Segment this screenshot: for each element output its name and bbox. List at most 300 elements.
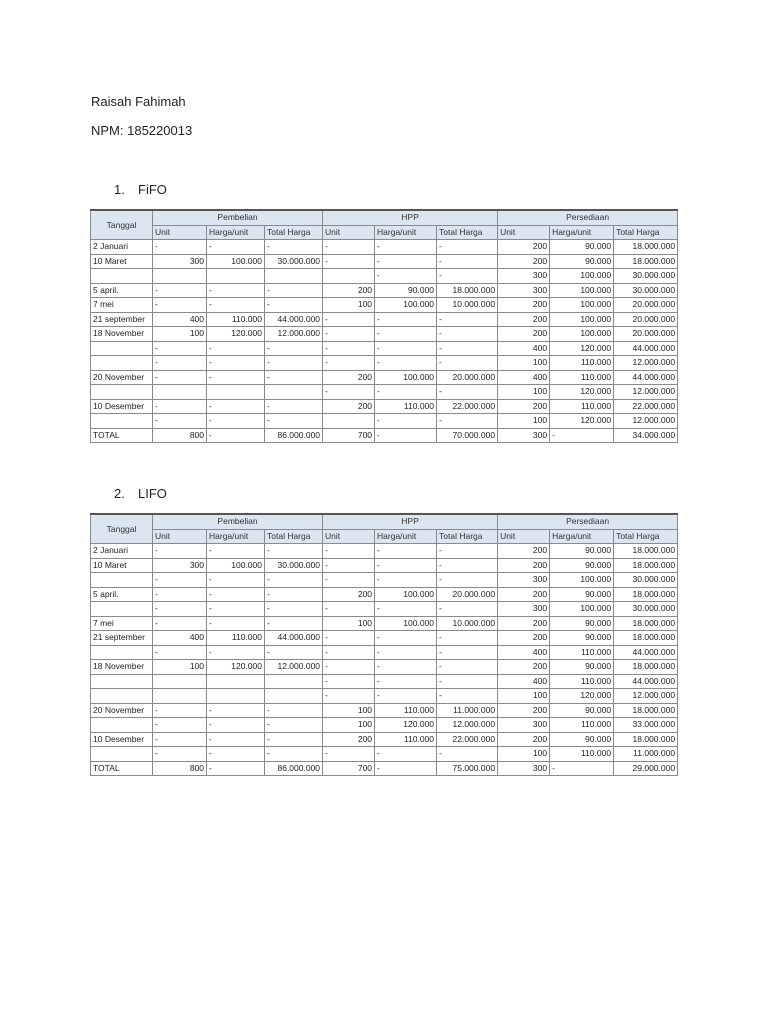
value-cell — [207, 269, 265, 284]
header-sub: Harga/unit — [207, 529, 265, 544]
value-cell: - — [265, 573, 323, 588]
value-cell: 30.000.000 — [265, 558, 323, 573]
value-cell: 110.000 — [550, 399, 614, 414]
value-cell: 100 — [153, 660, 207, 675]
value-cell: - — [207, 616, 265, 631]
table-row — [91, 703, 678, 718]
value-cell: - — [437, 385, 498, 400]
value-cell: 90.000 — [550, 660, 614, 675]
table-row — [91, 616, 678, 631]
date-cell — [91, 602, 153, 617]
value-cell: - — [437, 573, 498, 588]
table-row — [91, 327, 678, 342]
value-cell: 800 — [153, 428, 207, 443]
value-cell: - — [323, 747, 375, 762]
date-cell — [91, 689, 153, 704]
value-cell: 70.000.000 — [437, 428, 498, 443]
value-cell — [265, 674, 323, 689]
value-cell — [153, 269, 207, 284]
value-cell: 200 — [498, 327, 550, 342]
value-cell: 90.000 — [550, 558, 614, 573]
value-cell: 90.000 — [375, 283, 437, 298]
date-cell — [91, 718, 153, 733]
value-cell: - — [265, 283, 323, 298]
table-row — [91, 356, 678, 371]
value-cell: 100 — [323, 616, 375, 631]
section-title: LIFO — [138, 486, 167, 501]
value-cell: - — [437, 240, 498, 255]
value-cell: - — [323, 240, 375, 255]
value-cell: - — [153, 747, 207, 762]
value-cell: 110.000 — [375, 732, 437, 747]
value-cell: - — [153, 703, 207, 718]
value-cell: 300 — [498, 718, 550, 733]
value-cell: 100.000 — [375, 370, 437, 385]
header-sub: Harga/unit — [207, 225, 265, 240]
value-cell: - — [153, 370, 207, 385]
table-row — [91, 573, 678, 588]
value-cell: - — [265, 341, 323, 356]
value-cell: - — [153, 356, 207, 371]
value-cell: 100.000 — [550, 573, 614, 588]
value-cell: 33.000.000 — [614, 718, 678, 733]
value-cell: 300 — [153, 558, 207, 573]
value-cell: 30.000.000 — [614, 283, 678, 298]
date-cell — [91, 341, 153, 356]
table-row — [91, 732, 678, 747]
value-cell: 400 — [498, 674, 550, 689]
table-row — [91, 312, 678, 327]
value-cell: - — [375, 674, 437, 689]
table-row — [91, 761, 678, 776]
value-cell: 44.000.000 — [614, 674, 678, 689]
value-cell: 120.000 — [207, 327, 265, 342]
value-cell: 100.000 — [550, 312, 614, 327]
table-row — [91, 747, 678, 762]
value-cell: 44.000.000 — [265, 312, 323, 327]
date-cell: 20 November — [91, 370, 153, 385]
value-cell: 200 — [498, 399, 550, 414]
header-group: Persediaan — [498, 210, 678, 225]
value-cell: - — [153, 645, 207, 660]
value-cell: 110.000 — [550, 645, 614, 660]
date-cell — [91, 385, 153, 400]
value-cell: - — [265, 616, 323, 631]
value-cell: - — [207, 718, 265, 733]
value-cell: - — [375, 356, 437, 371]
value-cell: 110.000 — [207, 312, 265, 327]
value-cell: 90.000 — [550, 631, 614, 646]
header-sub: Unit — [498, 225, 550, 240]
date-cell — [91, 269, 153, 284]
value-cell: 44.000.000 — [265, 631, 323, 646]
value-cell: - — [437, 631, 498, 646]
date-cell: TOTAL — [91, 761, 153, 776]
value-cell: - — [375, 327, 437, 342]
value-cell: 100.000 — [550, 602, 614, 617]
value-cell: - — [437, 341, 498, 356]
value-cell: 200 — [498, 544, 550, 559]
value-cell: - — [207, 747, 265, 762]
value-cell: - — [153, 573, 207, 588]
value-cell: - — [207, 587, 265, 602]
value-cell: 90.000 — [550, 544, 614, 559]
value-cell — [207, 689, 265, 704]
table-row — [91, 631, 678, 646]
value-cell: - — [153, 283, 207, 298]
date-cell — [91, 645, 153, 660]
value-cell: 100.000 — [207, 254, 265, 269]
value-cell: - — [323, 660, 375, 675]
value-cell: 100.000 — [375, 616, 437, 631]
value-cell: 300 — [498, 428, 550, 443]
value-cell: 200 — [323, 399, 375, 414]
value-cell: - — [265, 370, 323, 385]
table-row — [91, 587, 678, 602]
value-cell: 86.000.000 — [265, 761, 323, 776]
section-title: FiFO — [138, 182, 167, 197]
value-cell: - — [153, 298, 207, 313]
section-heading-fifo — [114, 182, 167, 197]
value-cell: - — [153, 399, 207, 414]
value-cell: 18.000.000 — [614, 544, 678, 559]
value-cell: - — [153, 718, 207, 733]
value-cell: - — [207, 298, 265, 313]
value-cell: 18.000.000 — [614, 660, 678, 675]
table-row — [91, 283, 678, 298]
date-cell: 18 November — [91, 327, 153, 342]
value-cell: - — [550, 428, 614, 443]
value-cell: 200 — [323, 283, 375, 298]
value-cell: - — [323, 385, 375, 400]
value-cell: - — [265, 718, 323, 733]
header-tanggal: Tanggal — [91, 210, 153, 240]
header-sub: Unit — [498, 529, 550, 544]
table-row — [91, 254, 678, 269]
value-cell: 18.000.000 — [614, 616, 678, 631]
table-row — [91, 602, 678, 617]
value-cell: - — [375, 240, 437, 255]
section-number: 1. — [114, 182, 125, 197]
date-cell: 2 Januari — [91, 544, 153, 559]
value-cell: 100 — [153, 327, 207, 342]
value-cell: 18.000.000 — [437, 283, 498, 298]
header-sub: Harga/unit — [375, 529, 437, 544]
value-cell: 90.000 — [550, 732, 614, 747]
value-cell: - — [375, 573, 437, 588]
value-cell: - — [437, 660, 498, 675]
value-cell: 12.000.000 — [265, 327, 323, 342]
value-cell: - — [153, 602, 207, 617]
value-cell: 700 — [323, 761, 375, 776]
value-cell: 100.000 — [550, 269, 614, 284]
value-cell: - — [323, 631, 375, 646]
value-cell: - — [207, 761, 265, 776]
value-cell: - — [207, 341, 265, 356]
value-cell: 300 — [498, 283, 550, 298]
value-cell: 200 — [498, 298, 550, 313]
value-cell: 100.000 — [550, 283, 614, 298]
value-cell: 100.000 — [550, 298, 614, 313]
value-cell: 30.000.000 — [265, 254, 323, 269]
value-cell — [323, 414, 375, 429]
value-cell: - — [265, 747, 323, 762]
value-cell: 300 — [498, 602, 550, 617]
value-cell: - — [207, 399, 265, 414]
value-cell: 120.000 — [550, 689, 614, 704]
value-cell: 200 — [498, 240, 550, 255]
value-cell: 34.000.000 — [614, 428, 678, 443]
value-cell: 200 — [498, 732, 550, 747]
value-cell: 200 — [498, 703, 550, 718]
date-cell: 20 November — [91, 703, 153, 718]
value-cell: - — [323, 674, 375, 689]
value-cell: - — [265, 399, 323, 414]
value-cell: 300 — [498, 761, 550, 776]
table-row — [91, 370, 678, 385]
date-cell: TOTAL — [91, 428, 153, 443]
value-cell: 200 — [498, 587, 550, 602]
value-cell: - — [323, 327, 375, 342]
header-sub: Unit — [153, 529, 207, 544]
value-cell: 120.000 — [550, 341, 614, 356]
value-cell: - — [437, 327, 498, 342]
header-sub: Unit — [153, 225, 207, 240]
value-cell: 90.000 — [550, 587, 614, 602]
date-cell — [91, 414, 153, 429]
value-cell: 12.000.000 — [614, 414, 678, 429]
value-cell: - — [437, 674, 498, 689]
value-cell: 12.000.000 — [614, 689, 678, 704]
value-cell: 200 — [498, 660, 550, 675]
value-cell: 400 — [498, 370, 550, 385]
value-cell: - — [437, 645, 498, 660]
value-cell: - — [437, 254, 498, 269]
value-cell — [153, 689, 207, 704]
value-cell: - — [375, 558, 437, 573]
table-row — [91, 674, 678, 689]
lifo-table — [90, 513, 678, 776]
value-cell: - — [207, 645, 265, 660]
value-cell: - — [265, 356, 323, 371]
header-group: Pembelian — [153, 514, 323, 529]
value-cell: 100 — [498, 747, 550, 762]
value-cell: - — [437, 312, 498, 327]
value-cell: 22.000.000 — [437, 399, 498, 414]
value-cell: 200 — [323, 587, 375, 602]
value-cell: 12.000.000 — [614, 385, 678, 400]
value-cell: - — [323, 558, 375, 573]
table-row — [91, 558, 678, 573]
value-cell: - — [207, 573, 265, 588]
value-cell: - — [153, 587, 207, 602]
value-cell: 300 — [153, 254, 207, 269]
value-cell: 100 — [498, 689, 550, 704]
section-heading-lifo — [114, 486, 167, 501]
header-sub: Unit — [323, 529, 375, 544]
value-cell: 300 — [498, 269, 550, 284]
value-cell: 200 — [498, 254, 550, 269]
header-group: HPP — [323, 514, 498, 529]
date-cell: 21 september — [91, 631, 153, 646]
value-cell: - — [437, 558, 498, 573]
value-cell: - — [153, 616, 207, 631]
value-cell: 18.000.000 — [614, 703, 678, 718]
value-cell: - — [323, 254, 375, 269]
table-row — [91, 718, 678, 733]
date-cell: 10 Desember — [91, 732, 153, 747]
table-row — [91, 414, 678, 429]
date-cell — [91, 674, 153, 689]
value-cell: 400 — [498, 341, 550, 356]
value-cell: 90.000 — [550, 240, 614, 255]
value-cell: - — [207, 732, 265, 747]
value-cell: - — [153, 240, 207, 255]
value-cell: 100 — [323, 298, 375, 313]
value-cell: 90.000 — [550, 254, 614, 269]
value-cell: - — [265, 414, 323, 429]
date-cell: 2 Januari — [91, 240, 153, 255]
value-cell: - — [323, 602, 375, 617]
value-cell: 300 — [498, 573, 550, 588]
header-group: Pembelian — [153, 210, 323, 225]
value-cell: - — [437, 602, 498, 617]
value-cell: - — [207, 356, 265, 371]
value-cell: 10.000.000 — [437, 616, 498, 631]
value-cell: - — [375, 341, 437, 356]
date-cell: 18 November — [91, 660, 153, 675]
value-cell: 12.000.000 — [614, 356, 678, 371]
value-cell: 110.000 — [375, 703, 437, 718]
value-cell — [153, 674, 207, 689]
value-cell: - — [153, 341, 207, 356]
date-cell: 5 april. — [91, 283, 153, 298]
value-cell: - — [437, 356, 498, 371]
value-cell: - — [207, 544, 265, 559]
date-cell — [91, 573, 153, 588]
value-cell: - — [323, 573, 375, 588]
value-cell: 86.000.000 — [265, 428, 323, 443]
student-npm: NPM: 185220013 — [91, 123, 193, 138]
table-row — [91, 269, 678, 284]
value-cell: 800 — [153, 761, 207, 776]
value-cell — [207, 674, 265, 689]
header-sub: Harga/unit — [550, 529, 614, 544]
value-cell: 200 — [498, 631, 550, 646]
value-cell: 100 — [498, 414, 550, 429]
value-cell: - — [375, 544, 437, 559]
value-cell: - — [375, 660, 437, 675]
date-cell: 5 april. — [91, 587, 153, 602]
value-cell: 10.000.000 — [437, 298, 498, 313]
header-sub: Harga/unit — [550, 225, 614, 240]
value-cell: - — [323, 544, 375, 559]
value-cell: - — [375, 414, 437, 429]
date-cell — [91, 356, 153, 371]
value-cell: - — [207, 602, 265, 617]
value-cell: 200 — [498, 312, 550, 327]
value-cell: 400 — [498, 645, 550, 660]
date-cell: 21 september — [91, 312, 153, 327]
table-row — [91, 660, 678, 675]
value-cell: 110.000 — [207, 631, 265, 646]
value-cell: 18.000.000 — [614, 587, 678, 602]
value-cell: 100 — [498, 356, 550, 371]
header-tanggal: Tanggal — [91, 514, 153, 544]
header-sub: Total Harga — [265, 529, 323, 544]
value-cell: 30.000.000 — [614, 269, 678, 284]
value-cell: - — [153, 544, 207, 559]
value-cell: - — [375, 269, 437, 284]
value-cell: 120.000 — [550, 385, 614, 400]
value-cell: - — [265, 703, 323, 718]
value-cell: - — [323, 689, 375, 704]
value-cell: - — [207, 240, 265, 255]
table-row — [91, 298, 678, 313]
section-number: 2. — [114, 486, 125, 501]
value-cell: - — [437, 414, 498, 429]
value-cell: - — [375, 602, 437, 617]
table-row — [91, 385, 678, 400]
value-cell: 110.000 — [375, 399, 437, 414]
value-cell: 100.000 — [207, 558, 265, 573]
value-cell: 200 — [323, 732, 375, 747]
value-cell: 110.000 — [550, 674, 614, 689]
value-cell: - — [375, 645, 437, 660]
header-group: HPP — [323, 210, 498, 225]
value-cell: - — [265, 587, 323, 602]
value-cell: 18.000.000 — [614, 732, 678, 747]
header-sub: Total Harga — [265, 225, 323, 240]
value-cell: 100.000 — [550, 327, 614, 342]
value-cell: 100.000 — [375, 587, 437, 602]
table-row — [91, 240, 678, 255]
value-cell: - — [207, 414, 265, 429]
value-cell: 18.000.000 — [614, 558, 678, 573]
value-cell: 20.000.000 — [614, 327, 678, 342]
date-cell: 7 mei — [91, 616, 153, 631]
value-cell: - — [323, 645, 375, 660]
value-cell: 90.000 — [550, 616, 614, 631]
value-cell: 22.000.000 — [614, 399, 678, 414]
value-cell: 75.000.000 — [437, 761, 498, 776]
date-cell: 10 Desember — [91, 399, 153, 414]
value-cell: 110.000 — [550, 356, 614, 371]
header-sub: Total Harga — [614, 225, 678, 240]
header-sub: Harga/unit — [375, 225, 437, 240]
value-cell: 11.000.000 — [437, 703, 498, 718]
table-row — [91, 399, 678, 414]
value-cell: 100 — [323, 703, 375, 718]
value-cell: 200 — [498, 616, 550, 631]
value-cell: - — [265, 645, 323, 660]
value-cell: - — [265, 544, 323, 559]
value-cell: 100 — [323, 718, 375, 733]
value-cell: 18.000.000 — [614, 254, 678, 269]
header-sub: Unit — [323, 225, 375, 240]
value-cell: 20.000.000 — [614, 312, 678, 327]
value-cell: - — [207, 370, 265, 385]
table-row — [91, 689, 678, 704]
student-name: Raisah Fahimah — [91, 94, 186, 109]
value-cell: 120.000 — [550, 414, 614, 429]
value-cell: 100.000 — [375, 298, 437, 313]
value-cell: - — [207, 283, 265, 298]
header-group: Persediaan — [498, 514, 678, 529]
value-cell: - — [437, 747, 498, 762]
value-cell: - — [207, 428, 265, 443]
value-cell — [207, 385, 265, 400]
